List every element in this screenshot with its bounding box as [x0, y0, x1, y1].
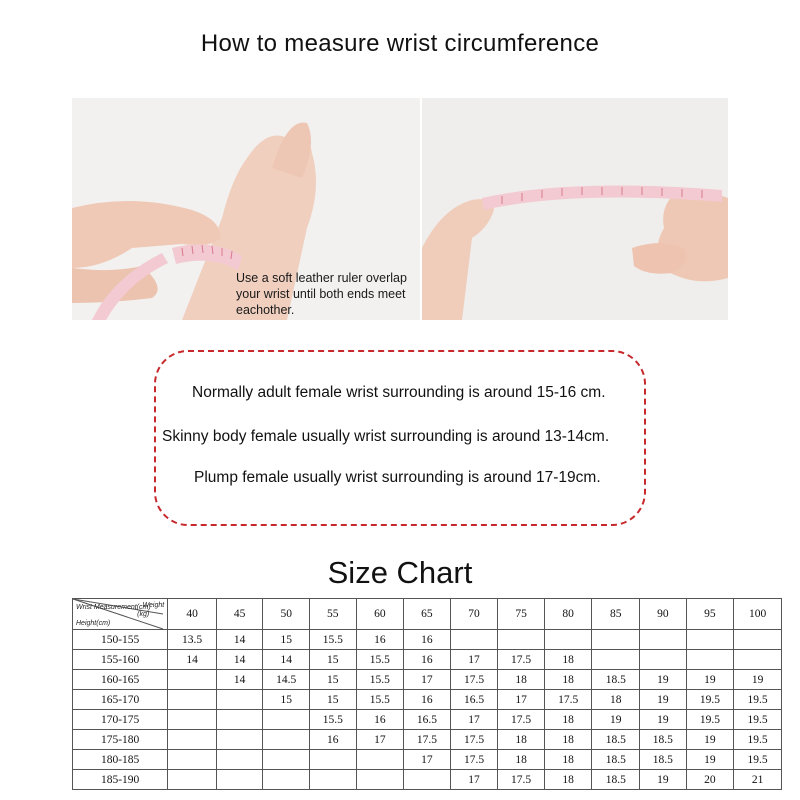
size-cell: [168, 730, 217, 750]
table-corner-cell: [73, 599, 168, 630]
weight-header: 50: [263, 599, 310, 630]
size-cell: 19.5: [734, 710, 782, 730]
size-cell: 14: [168, 650, 217, 670]
size-cell: 16: [310, 730, 357, 750]
page-title: How to measure wrist circumference: [200, 30, 600, 57]
size-cell: [450, 630, 498, 650]
size-cell: 19: [640, 770, 687, 790]
size-cell: 13.5: [168, 630, 217, 650]
size-cell: 16.5: [450, 690, 498, 710]
size-cell: 18: [544, 670, 592, 690]
size-cell: 19.5: [686, 710, 734, 730]
size-cell: [168, 770, 217, 790]
table-row: [73, 690, 782, 710]
size-cell: [640, 650, 687, 670]
size-cell: 17: [450, 650, 498, 670]
size-cell: 17: [450, 770, 498, 790]
size-cell: 18.5: [592, 730, 640, 750]
size-cell: 21: [734, 770, 782, 790]
size-cell: 17.5: [404, 730, 451, 750]
size-cell: 15.5: [356, 650, 404, 670]
size-cell: 18: [544, 710, 592, 730]
size-cell: [216, 710, 263, 730]
size-cell: 18.5: [592, 750, 640, 770]
size-cell: 20: [686, 770, 734, 790]
size-cell: [216, 690, 263, 710]
size-cell: 18: [544, 650, 592, 670]
size-cell: 18: [544, 770, 592, 790]
size-cell: 18: [544, 730, 592, 750]
size-cell: 17: [404, 750, 451, 770]
size-cell: 15: [310, 670, 357, 690]
size-cell: 15: [310, 650, 357, 670]
table-row: [73, 710, 782, 730]
weight-header: 45: [216, 599, 263, 630]
size-cell: 16: [404, 690, 451, 710]
size-cell: 15.5: [310, 710, 357, 730]
size-cell: 19: [640, 670, 687, 690]
size-cell: 17: [450, 710, 498, 730]
size-cell: 15.5: [310, 630, 357, 650]
size-cell: [686, 650, 734, 670]
size-cell: 15.5: [356, 690, 404, 710]
height-cell: 170-175: [73, 710, 168, 730]
size-cell: [216, 770, 263, 790]
table-row: [73, 650, 782, 670]
size-cell: 17: [404, 670, 451, 690]
size-cell: [168, 710, 217, 730]
size-cell: 17.5: [544, 690, 592, 710]
table-row: [73, 770, 782, 790]
size-cell: 17.5: [498, 650, 545, 670]
corner-height-label: Height(cm): [76, 620, 111, 627]
size-cell: [592, 630, 640, 650]
size-cell: [734, 630, 782, 650]
size-cell: 19: [640, 690, 687, 710]
size-cell: 17.5: [498, 710, 545, 730]
height-cell: 185-190: [73, 770, 168, 790]
height-cell: 155-160: [73, 650, 168, 670]
size-cell: 15.5: [356, 670, 404, 690]
size-cell: 19.5: [734, 730, 782, 750]
size-cell: [216, 730, 263, 750]
size-cell: [356, 750, 404, 770]
size-cell: 16: [356, 630, 404, 650]
size-cell: 19: [686, 730, 734, 750]
size-chart-table: [72, 598, 782, 790]
size-cell: 19.5: [734, 690, 782, 710]
note-normal: Normally adult female wrist surrounding is around 15-16 cm.: [192, 384, 606, 401]
size-cell: 17.5: [450, 670, 498, 690]
note-plump: Plump female usually wrist surrounding is around 17-19cm.: [194, 469, 601, 486]
size-cell: 18.5: [640, 730, 687, 750]
weight-header: 85: [592, 599, 640, 630]
size-cell: 18: [498, 730, 545, 750]
weight-header: 100: [734, 599, 782, 630]
weight-header: 60: [356, 599, 404, 630]
size-cell: 16: [404, 630, 451, 650]
height-cell: 175-180: [73, 730, 168, 750]
size-cell: 17: [356, 730, 404, 750]
size-cell: 17.5: [450, 750, 498, 770]
photo-tape-ruler: [422, 98, 728, 320]
note-skinny: Skinny body female usually wrist surrounding is around 13-14cm.: [162, 428, 610, 445]
weight-header: 90: [640, 599, 687, 630]
weight-header: 80: [544, 599, 592, 630]
size-cell: 19: [734, 670, 782, 690]
size-cell: [263, 730, 310, 750]
photo-wrist-measuring: [72, 98, 420, 320]
height-cell: 165-170: [73, 690, 168, 710]
size-cell: [263, 770, 310, 790]
size-cell: 14: [263, 650, 310, 670]
table-header-row: [73, 599, 782, 630]
weight-header: 75: [498, 599, 545, 630]
weight-header: 55: [310, 599, 357, 630]
size-cell: 19.5: [734, 750, 782, 770]
corner-kg-label: (kg): [137, 611, 150, 618]
weight-header: 95: [686, 599, 734, 630]
size-cell: 15: [263, 630, 310, 650]
size-cell: [544, 630, 592, 650]
weight-header: 40: [168, 599, 217, 630]
table-row: [73, 750, 782, 770]
size-cell: 15: [263, 690, 310, 710]
weight-header: 65: [404, 599, 451, 630]
size-cell: [263, 750, 310, 770]
size-chart-table-wrap: [72, 598, 768, 786]
corner-weight-label: Weight: [142, 602, 165, 609]
size-cell: 15: [310, 690, 357, 710]
size-cell: [686, 630, 734, 650]
size-cell: [168, 670, 217, 690]
height-cell: 160-165: [73, 670, 168, 690]
size-cell: 17.5: [450, 730, 498, 750]
size-cell: [640, 630, 687, 650]
measure-caption: Use a soft leather ruler overlap your wrist until both ends meet eachother.: [236, 271, 407, 317]
size-cell: 18.5: [592, 770, 640, 790]
size-cell: 16: [404, 650, 451, 670]
size-cell: [168, 750, 217, 770]
size-cell: [310, 750, 357, 770]
size-cell: 16: [356, 710, 404, 730]
wrist-size-notes: [154, 350, 646, 526]
size-cell: 18: [544, 750, 592, 770]
size-cell: 14: [216, 630, 263, 650]
table-row: [73, 670, 782, 690]
size-cell: 19: [686, 750, 734, 770]
size-cell: 18: [592, 690, 640, 710]
weight-header: 70: [450, 599, 498, 630]
size-cell: 16.5: [404, 710, 451, 730]
size-cell: 18.5: [592, 670, 640, 690]
size-cell: 18: [498, 670, 545, 690]
size-cell: [168, 690, 217, 710]
corner-wrist-label: Wrist Measurement(cm): [76, 604, 151, 611]
size-cell: 14.5: [263, 670, 310, 690]
size-cell: 19: [592, 710, 640, 730]
size-cell: [734, 650, 782, 670]
size-cell: [263, 710, 310, 730]
size-cell: 14: [216, 670, 263, 690]
table-row: [73, 730, 782, 750]
size-cell: 14: [216, 650, 263, 670]
size-cell: [592, 650, 640, 670]
size-cell: 19: [640, 710, 687, 730]
table-body: [73, 630, 782, 790]
height-cell: 180-185: [73, 750, 168, 770]
size-cell: [216, 750, 263, 770]
size-cell: [310, 770, 357, 790]
size-cell: 18: [498, 750, 545, 770]
size-cell: [356, 770, 404, 790]
height-cell: 150-155: [73, 630, 168, 650]
table-row: [73, 630, 782, 650]
size-cell: 18.5: [640, 750, 687, 770]
hands-illustration-right: [422, 98, 728, 320]
size-cell: 17: [498, 690, 545, 710]
size-chart-title: Size Chart: [327, 555, 473, 590]
size-cell: [498, 630, 545, 650]
size-cell: 19.5: [686, 690, 734, 710]
size-cell: 17.5: [498, 770, 545, 790]
size-cell: [404, 770, 451, 790]
size-cell: 19: [686, 670, 734, 690]
